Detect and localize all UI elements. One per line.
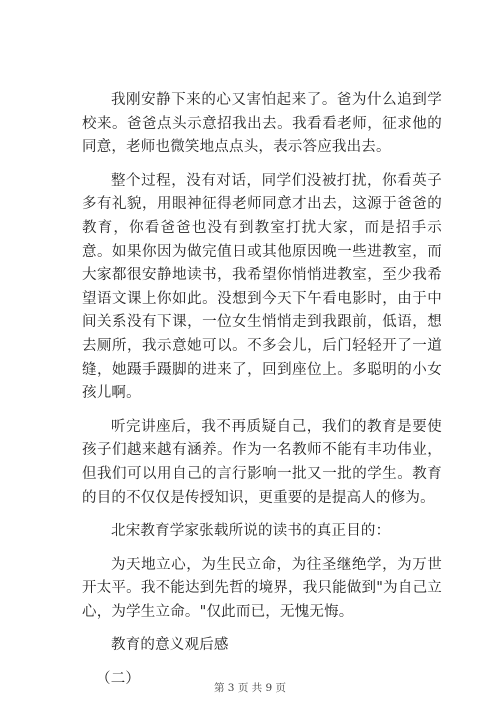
section-title: 教育的意义观后感 [111, 637, 229, 654]
paragraph-spacer [82, 658, 442, 668]
paragraph-spacer [82, 624, 442, 634]
paragraph-spacer [82, 406, 442, 416]
paragraph-spacer [82, 160, 442, 170]
paragraph-spacer [82, 510, 442, 520]
document-body [82, 89, 442, 692]
paragraph-4: 北宋教育学家张载所说的读书的真正目的： [111, 523, 391, 540]
paragraph-spacer [82, 544, 442, 554]
page-footer: 第 3 页 共 9 页 [213, 682, 287, 694]
paragraph-1: 我刚安静下来的心又害怕起来了。爸为什么追到学校来。爸爸点头示意招我出去。我看看老师，征求他的同意，老师也微笑地点点头，表示答应我出去。 [82, 92, 442, 156]
paragraph-2: 整个过程，没有对话，同学们没被打扰，你看英子多有礼貌，用眼神征得老师同意才出去，这源于爸爸的教育，你看爸爸也没有到教室打扰大家，而是招手示意。如果你因为做完值日或其他原因晚一些进教室，而大家都很安静地读书，我希望你悄悄进教室，至少我希望语文课上你如此。没想到今天下午看电影时，由于中间关系没有下课，一位女生悄悄走到我跟前，低语，想去厕所，我示意她可以。不多会儿，后门轻轻开了一道缝，她蹑手蹑脚的进来了，回到座位上。多聪明的小女孩儿啊。 [82, 172, 442, 402]
paragraph-3: 听完讲座后，我不再质疑自己，我们的教育是要使孩子们越来越有涵养。作为一名教师不能有丰功伟业，但我们可以用自己的言行影响一批又一批的学生。教育的目的不仅仅是传授知识，更重要的是提高人的修为。 [82, 418, 442, 506]
quote-paragraph: 为天地立心，为生民立命，为往圣继绝学，为万世开太平。我不能达到先哲的境界，我只能做到"为自己立心，为学生立命。"仅此而已，无愧无悔。 [82, 556, 442, 620]
section-number: （二） [96, 671, 141, 688]
